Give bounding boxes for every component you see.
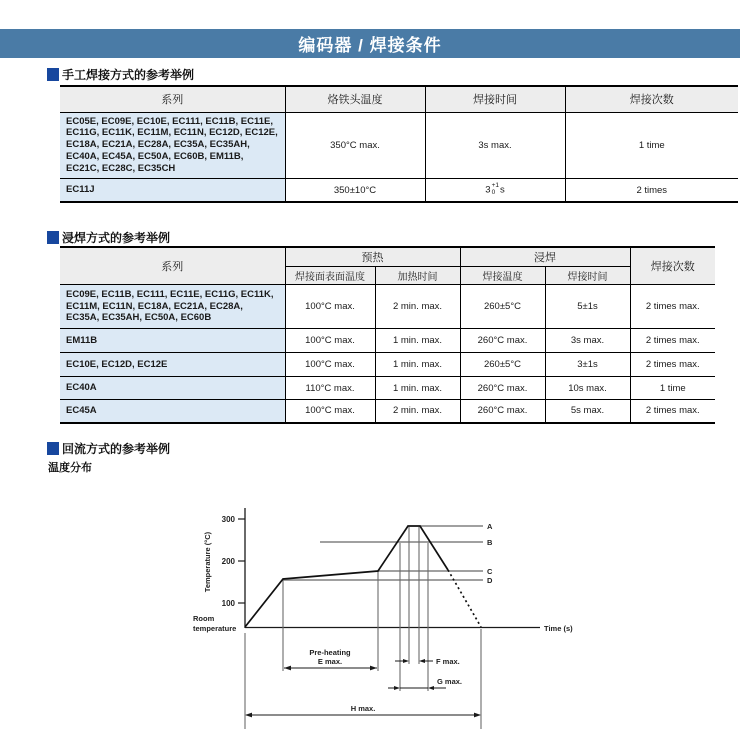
y-tick-label-100: 100: [221, 599, 235, 608]
col-header-solder-time: 焊接时间: [425, 86, 565, 112]
manual-soldering-table: [60, 85, 738, 203]
col-header-surface-temp: 焊接面表面温度: [285, 267, 375, 285]
tolerance-stack: [492, 183, 499, 197]
section-bullet-icon: [47, 231, 59, 244]
value-cell: 1 time: [630, 377, 715, 400]
page-title: 编码器 / 焊接条件: [298, 36, 442, 55]
y-axis-label: Temperature (°C): [203, 531, 212, 593]
dim-label-e-max: E max.: [317, 657, 343, 666]
tolerance-minus: 0: [491, 189, 496, 197]
section-bullet-icon: [47, 68, 59, 81]
value-cell: 5s max.: [545, 400, 630, 423]
ref-label-c: C: [487, 567, 493, 576]
col-header-iron-tip-temp: 烙铁头温度: [285, 86, 425, 112]
series-cell: EC45A: [60, 400, 285, 423]
profile-line-solid: [245, 526, 448, 627]
section-title-text: 回流方式的参考举例: [62, 442, 171, 456]
table-row: [60, 353, 715, 377]
dim-label-g-max: G max.: [437, 677, 463, 686]
table-row: [60, 377, 715, 400]
value-cell: 3s max.: [425, 112, 565, 178]
value-cell: 100°C max.: [285, 400, 375, 423]
arrow-right-icon: [370, 666, 377, 671]
arrow-left-icon: [419, 659, 425, 663]
series-cell: EM11B: [60, 329, 285, 353]
value-cell: 260°C max.: [460, 377, 545, 400]
value-cell: 2 times max.: [630, 285, 715, 329]
value-cell: 1 time: [565, 112, 738, 178]
y-tick-label-200: 200: [221, 557, 235, 566]
arrow-left-icon: [428, 686, 434, 690]
x-axis-label: Time (s): [544, 624, 573, 633]
arrow-left-icon: [245, 713, 252, 718]
table-header-row: [60, 86, 738, 112]
value-cell: 2 times max.: [630, 353, 715, 377]
col-header-solder-time: 焊接时间: [545, 267, 630, 285]
table-row: [60, 178, 738, 202]
profile-line-dotted: [448, 570, 481, 627]
chart-subtitle: 温度分布: [48, 462, 92, 474]
series-cell: EC05E, EC09E, EC10E, EC111, EC11B, EC11E, EC11G, EC11K, EC11M, EC11N, EC12D, EC12E, EC18A, EC21A, EC28A, EC35A, EC35AH, EC40A, EC45A, EC50A, EC60B, EM11B, EC21C, EC28C, EC35CH: [60, 112, 285, 178]
value-cell: 2 times max.: [630, 329, 715, 353]
value-cell: 2 min. max.: [375, 285, 460, 329]
value-cell: 100°C max.: [285, 353, 375, 377]
table-row: [60, 329, 715, 353]
section-title-reflow-soldering: [47, 440, 170, 457]
value-cell: 350°C max.: [285, 112, 425, 178]
dip-soldering-table: [60, 246, 715, 424]
section-title-text: 手工焊接方式的参考举例: [62, 68, 195, 82]
ref-label-a: A: [487, 522, 493, 531]
origin-label-room: Room: [193, 614, 215, 623]
tolerance-plus: +1: [491, 182, 499, 190]
series-cell: EC10E, EC12D, EC12E: [60, 353, 285, 377]
value-cell: 2 times: [565, 178, 738, 202]
table-header-row: [60, 247, 715, 267]
table-row: [60, 112, 738, 178]
table-row: [60, 285, 715, 329]
table-row: [60, 400, 715, 423]
col-header-solder-count: 焊接次数: [565, 86, 738, 112]
dim-label-preheating: Pre-heating: [309, 648, 351, 657]
series-cell: EC09E, EC11B, EC111, EC11E, EC11G, EC11K, EC11M, EC11N, EC18A, EC21A, EC28A, EC35A, EC35AH, EC50A, EC60B: [60, 285, 285, 329]
ref-label-d: D: [487, 576, 493, 585]
value-cell: 260±5°C: [460, 285, 545, 329]
section-title-manual-soldering: [47, 66, 194, 83]
arrow-right-icon: [394, 686, 400, 690]
series-cell: EC11J: [60, 178, 285, 202]
section-title-dip-soldering: [47, 229, 170, 246]
value-cell: 3s max.: [545, 329, 630, 353]
dim-label-h-max: H max.: [350, 704, 376, 713]
col-header-heat-time: 加热时间: [375, 267, 460, 285]
group-header-preheat: 预热: [285, 247, 460, 267]
tolerance-base: 3: [485, 184, 491, 196]
value-cell: 5±1s: [545, 285, 630, 329]
value-cell: 260±5°C: [460, 353, 545, 377]
arrow-right-icon: [474, 713, 481, 718]
value-cell: 260°C max.: [460, 400, 545, 423]
group-header-dip: 浸焊: [460, 247, 630, 267]
series-cell: EC40A: [60, 377, 285, 400]
origin-label-temperature: temperature: [193, 624, 237, 633]
section-bullet-icon: [47, 442, 59, 455]
ref-label-b: B: [487, 538, 493, 547]
value-cell: 350±10°C: [285, 178, 425, 202]
reflow-temperature-profile-chart: [180, 495, 575, 743]
value-cell: 1 min. max.: [375, 353, 460, 377]
value-cell: 110°C max.: [285, 377, 375, 400]
tolerance-unit: s: [499, 184, 505, 196]
value-cell: 260°C max.: [460, 329, 545, 353]
value-cell: 1 min. max.: [375, 377, 460, 400]
value-cell: 100°C max.: [285, 285, 375, 329]
arrow-right-icon: [403, 659, 409, 663]
col-header-solder-count: 焊接次数: [630, 247, 715, 285]
value-cell: 1 min. max.: [375, 329, 460, 353]
page-title-bar: [0, 29, 740, 58]
col-header-series: 系列: [60, 86, 285, 112]
col-header-series: 系列: [60, 247, 285, 285]
dim-label-f-max: F max.: [436, 657, 460, 666]
y-tick-label-300: 300: [221, 515, 235, 524]
section-title-text: 浸焊方式的参考举例: [62, 231, 171, 245]
value-cell: 2 min. max.: [375, 400, 460, 423]
arrow-left-icon: [284, 666, 291, 671]
value-cell: 10s max.: [545, 377, 630, 400]
value-cell: 100°C max.: [285, 329, 375, 353]
value-cell-tolerance: [425, 178, 565, 202]
col-header-solder-temp: 焊接温度: [460, 267, 545, 285]
value-cell: 2 times max.: [630, 400, 715, 423]
value-cell: 3±1s: [545, 353, 630, 377]
